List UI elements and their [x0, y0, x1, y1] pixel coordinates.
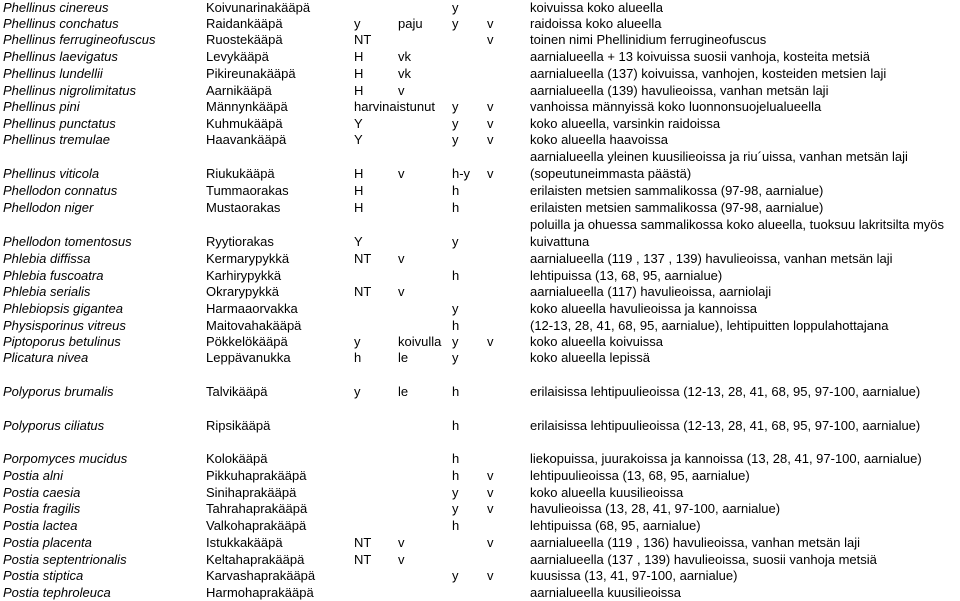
substrate-cell: v	[398, 166, 405, 181]
finnish-name-cell: Ryytiorakas	[206, 234, 274, 249]
latin-name-cell: Porpomyces mucidus	[3, 451, 128, 466]
flag-cell: v	[487, 166, 494, 181]
table-row	[0, 334, 960, 350]
note-cell: aarnialueella (119 , 137 , 139) havulieoissa, vanhan metsän laji	[530, 251, 893, 266]
flag-cell: v	[487, 16, 494, 31]
substrate-cell: v	[398, 552, 405, 567]
latin-name-cell: Postia lactea	[3, 518, 78, 533]
note-cell: erilaisten metsien sammalikossa (97-98, aarnialue)	[530, 200, 824, 215]
latin-name-cell: Postia placenta	[3, 535, 92, 550]
status-cell: H	[354, 66, 364, 81]
substrate-cell: le	[398, 350, 409, 365]
table-row-note-continuation	[0, 149, 960, 165]
table-row	[0, 132, 960, 148]
note-cell: liekopuissa, juurakoissa ja kannoissa (13, 28, 41, 97-100, aarnialue)	[530, 451, 922, 466]
note-cell: erilaisissa lehtipuulieoissa (12-13, 28, 41, 68, 95, 97-100, aarnialue)	[530, 418, 921, 433]
table-row	[0, 552, 960, 568]
status-cell: H	[354, 183, 364, 198]
status-cell: H	[354, 166, 364, 181]
finnish-name-cell: Karvashaprakääpä	[206, 568, 316, 583]
frequency-cell: h	[452, 468, 460, 483]
table-row	[0, 284, 960, 300]
note-cell: koivuissa koko alueella	[530, 0, 663, 15]
note-cell: aarnialueella kuusilieoissa	[530, 585, 682, 600]
frequency-cell: y	[452, 16, 459, 31]
status-cell: harvinaistunut	[354, 99, 435, 114]
frequency-cell: h-y	[452, 166, 471, 181]
finnish-name-cell: Männynkääpä	[206, 99, 288, 114]
finnish-name-cell: Koivunarinakääpä	[206, 0, 311, 15]
flag-cell: v	[487, 99, 494, 114]
latin-name-cell: Postia alni	[3, 468, 63, 483]
frequency-cell: y	[452, 99, 459, 114]
table-row	[0, 418, 960, 434]
flag-cell: v	[487, 32, 494, 47]
table-row	[0, 468, 960, 484]
latin-name-cell: Plicatura nivea	[3, 350, 89, 365]
flag-cell: v	[487, 535, 494, 550]
substrate-cell: v	[398, 251, 405, 266]
latin-name-cell: Phellinus viticola	[3, 166, 100, 181]
latin-name-cell: Phellinus punctatus	[3, 116, 116, 131]
status-cell: NT	[354, 535, 372, 550]
substrate-cell: v	[398, 535, 405, 550]
flag-cell: v	[487, 334, 494, 349]
latin-name-cell: Postia septentrionalis	[3, 552, 127, 567]
latin-name-cell: Phellodon niger	[3, 200, 94, 215]
latin-name-cell: Polyporus brumalis	[3, 384, 114, 399]
latin-name-cell: Phellodon connatus	[3, 183, 118, 198]
latin-name-cell: Postia caesia	[3, 485, 81, 500]
frequency-cell: h	[452, 451, 460, 466]
status-cell: NT	[354, 284, 372, 299]
flag-cell: v	[487, 568, 494, 583]
finnish-name-cell: Maitovahakääpä	[206, 318, 302, 333]
note-cell: koko alueella, varsinkin raidoissa	[530, 116, 721, 131]
note-cell: aarnialueella (139) havulieoissa, vanhan metsän laji	[530, 83, 829, 98]
frequency-cell: y	[452, 234, 459, 249]
finnish-name-cell: Karhirypykkä	[206, 268, 282, 283]
status-cell: Y	[354, 234, 363, 249]
table-row	[0, 234, 960, 250]
note-cell: havulieoissa (13, 28, 41, 97-100, aarnialue)	[530, 501, 781, 516]
latin-name-cell: Postia stiptica	[3, 568, 84, 583]
note-cell: aarnialueella + 13 koivuissa suosii vanhoja, kosteita metsiä	[530, 49, 870, 64]
latin-name-cell: Phellinus laevigatus	[3, 49, 118, 64]
note-cell: poluilla ja ohuessa sammalikossa koko alueella, tuoksuu lakritsilta myös	[530, 217, 945, 232]
finnish-name-cell: Kuhmukääpä	[206, 116, 283, 131]
finnish-name-cell: Pökkelökääpä	[206, 334, 288, 349]
substrate-cell: le	[398, 384, 409, 399]
latin-name-cell: Phlebia fuscoatra	[3, 268, 104, 283]
note-cell: koko alueella lepissä	[530, 350, 650, 365]
note-cell: koko alueella koivuissa	[530, 334, 663, 349]
table-row	[0, 166, 960, 182]
finnish-name-cell: Pikireunakääpä	[206, 66, 296, 81]
note-cell: (sopeutuneimmasta päästä)	[530, 166, 692, 181]
finnish-name-cell: Kolokääpä	[206, 451, 268, 466]
note-cell: kuusissa (13, 41, 97-100, aarnialue)	[530, 568, 738, 583]
status-cell: NT	[354, 32, 372, 47]
finnish-name-cell: Pikkuhaprakääpä	[206, 468, 307, 483]
table-row	[0, 585, 960, 601]
latin-name-cell: Phlebiopsis gigantea	[3, 301, 123, 316]
frequency-cell: h	[452, 384, 460, 399]
table-row	[0, 183, 960, 199]
status-cell: NT	[354, 552, 372, 567]
latin-name-cell: Phellodon tomentosus	[3, 234, 132, 249]
status-cell: NT	[354, 251, 372, 266]
latin-name-cell: Phellinus tremulae	[3, 132, 110, 147]
table-row	[0, 485, 960, 501]
frequency-cell: y	[452, 116, 459, 131]
status-cell: Y	[354, 132, 363, 147]
note-cell: vanhoissa männyissä koko luonnonsuojelualueella	[530, 99, 822, 114]
finnish-name-cell: Riukukääpä	[206, 166, 275, 181]
frequency-cell: y	[452, 334, 459, 349]
table-row	[0, 66, 960, 82]
frequency-cell: y	[452, 485, 459, 500]
frequency-cell: y	[452, 301, 459, 316]
note-cell: lehtipuissa (68, 95, aarnialue)	[530, 518, 701, 533]
flag-cell: v	[487, 485, 494, 500]
table-row	[0, 99, 960, 115]
note-cell: lehtipuissa (13, 68, 95, aarnialue)	[530, 268, 723, 283]
table-row	[0, 32, 960, 48]
table-row	[0, 116, 960, 132]
note-cell: kuivattuna	[530, 234, 590, 249]
flag-cell: v	[487, 116, 494, 131]
status-cell: Y	[354, 116, 363, 131]
table-row	[0, 301, 960, 317]
table-row	[0, 83, 960, 99]
finnish-name-cell: Valkohaprakääpä	[206, 518, 307, 533]
latin-name-cell: Phellinus ferrugineofuscus	[3, 32, 156, 47]
note-cell: (12-13, 28, 41, 68, 95, aarnialue), lehtipuitten loppulahottajana	[530, 318, 889, 333]
note-cell: aarnialueella (117) havulieoissa, aarniolaji	[530, 284, 772, 299]
status-cell: y	[354, 384, 361, 399]
note-cell: erilaisissa lehtipuulieoissa (12-13, 28, 41, 68, 95, 97-100, aarnialue)	[530, 384, 921, 399]
frequency-cell: y	[452, 132, 459, 147]
finnish-name-cell: Harmaaorvakka	[206, 301, 298, 316]
frequency-cell: h	[452, 200, 460, 215]
table-row	[0, 49, 960, 65]
substrate-cell: paju	[398, 16, 423, 31]
finnish-name-cell: Tahrahaprakääpä	[206, 501, 308, 516]
finnish-name-cell: Talvikääpä	[206, 384, 268, 399]
latin-name-cell: Phellinus pini	[3, 99, 80, 114]
table-row	[0, 451, 960, 467]
note-cell: koko alueella kuusilieoissa	[530, 485, 684, 500]
finnish-name-cell: Keltahaprakääpä	[206, 552, 305, 567]
latin-name-cell: Phlebia diffissa	[3, 251, 91, 266]
table-row	[0, 0, 960, 16]
substrate-cell: koivulla	[398, 334, 442, 349]
table-row	[0, 16, 960, 32]
table-row	[0, 501, 960, 517]
note-cell: koko alueella havulieoissa ja kannoissa	[530, 301, 757, 316]
frequency-cell: y	[452, 501, 459, 516]
status-cell: y	[354, 16, 361, 31]
frequency-cell: y	[452, 568, 459, 583]
latin-name-cell: Phellinus cinereus	[3, 0, 109, 15]
table-row	[0, 350, 960, 366]
frequency-cell: y	[452, 0, 459, 15]
flag-cell: v	[487, 501, 494, 516]
table-row	[0, 568, 960, 584]
latin-name-cell: Postia tephroleuca	[3, 585, 111, 600]
flag-cell: v	[487, 132, 494, 147]
frequency-cell: h	[452, 318, 460, 333]
note-cell: erilaisten metsien sammalikossa (97-98, aarnialue)	[530, 183, 824, 198]
latin-name-cell: Phellinus nigrolimitatus	[3, 83, 136, 98]
substrate-cell: vk	[398, 49, 411, 64]
finnish-name-cell: Harmohaprakääpä	[206, 585, 314, 600]
finnish-name-cell: Istukkakääpä	[206, 535, 283, 550]
finnish-name-cell: Haavankääpä	[206, 132, 287, 147]
table-row	[0, 518, 960, 534]
table-row	[0, 384, 960, 400]
frequency-cell: h	[452, 518, 460, 533]
latin-name-cell: Physisporinus vitreus	[3, 318, 126, 333]
note-cell: aarnialueella (137 , 139) havulieoissa, suosii vanhoja metsiä	[530, 552, 877, 567]
note-cell: raidoissa koko alueella	[530, 16, 662, 31]
latin-name-cell: Postia fragilis	[3, 501, 81, 516]
note-cell: toinen nimi Phellinidium ferrugineofuscus	[530, 32, 767, 47]
note-cell: aarnialueella (119 , 136) havulieoissa, vanhan metsän laji	[530, 535, 861, 550]
latin-name-cell: Piptoporus betulinus	[3, 334, 121, 349]
status-cell: H	[354, 200, 364, 215]
finnish-name-cell: Kermarypykkä	[206, 251, 290, 266]
table-row-note-continuation	[0, 217, 960, 233]
substrate-cell: vk	[398, 66, 411, 81]
substrate-cell: v	[398, 284, 405, 299]
table-row	[0, 535, 960, 551]
table-row	[0, 251, 960, 267]
latin-name-cell: Phellinus conchatus	[3, 16, 119, 31]
finnish-name-cell: Raidankääpä	[206, 16, 283, 31]
finnish-name-cell: Levykääpä	[206, 49, 269, 64]
substrate-cell: v	[398, 83, 405, 98]
status-cell: y	[354, 334, 361, 349]
finnish-name-cell: Mustaorakas	[206, 200, 281, 215]
table-row	[0, 268, 960, 284]
finnish-name-cell: Ruostekääpä	[206, 32, 283, 47]
finnish-name-cell: Aarnikääpä	[206, 83, 272, 98]
table-row	[0, 200, 960, 216]
latin-name-cell: Phellinus lundellii	[3, 66, 103, 81]
status-cell: H	[354, 49, 364, 64]
latin-name-cell: Phlebia serialis	[3, 284, 91, 299]
finnish-name-cell: Leppävanukka	[206, 350, 291, 365]
table-row	[0, 318, 960, 334]
status-cell: h	[354, 350, 362, 365]
finnish-name-cell: Ripsikääpä	[206, 418, 271, 433]
note-cell: lehtipuulieoissa (13, 68, 95, aarnialue)	[530, 468, 750, 483]
note-cell: aarnialueella (137) koivuissa, vanhojen, kosteiden metsien laji	[530, 66, 887, 81]
frequency-cell: y	[452, 350, 459, 365]
finnish-name-cell: Sinihaprakääpä	[206, 485, 297, 500]
frequency-cell: h	[452, 418, 460, 433]
finnish-name-cell: Okrarypykkä	[206, 284, 279, 299]
frequency-cell: h	[452, 268, 460, 283]
flag-cell: v	[487, 468, 494, 483]
frequency-cell: h	[452, 183, 460, 198]
latin-name-cell: Polyporus ciliatus	[3, 418, 105, 433]
note-cell: koko alueella haavoissa	[530, 132, 669, 147]
finnish-name-cell: Tummaorakas	[206, 183, 289, 198]
status-cell: H	[354, 83, 364, 98]
note-cell: aarnialueella yleinen kuusilieoissa ja riu´uissa, vanhan metsän laji	[530, 149, 908, 164]
